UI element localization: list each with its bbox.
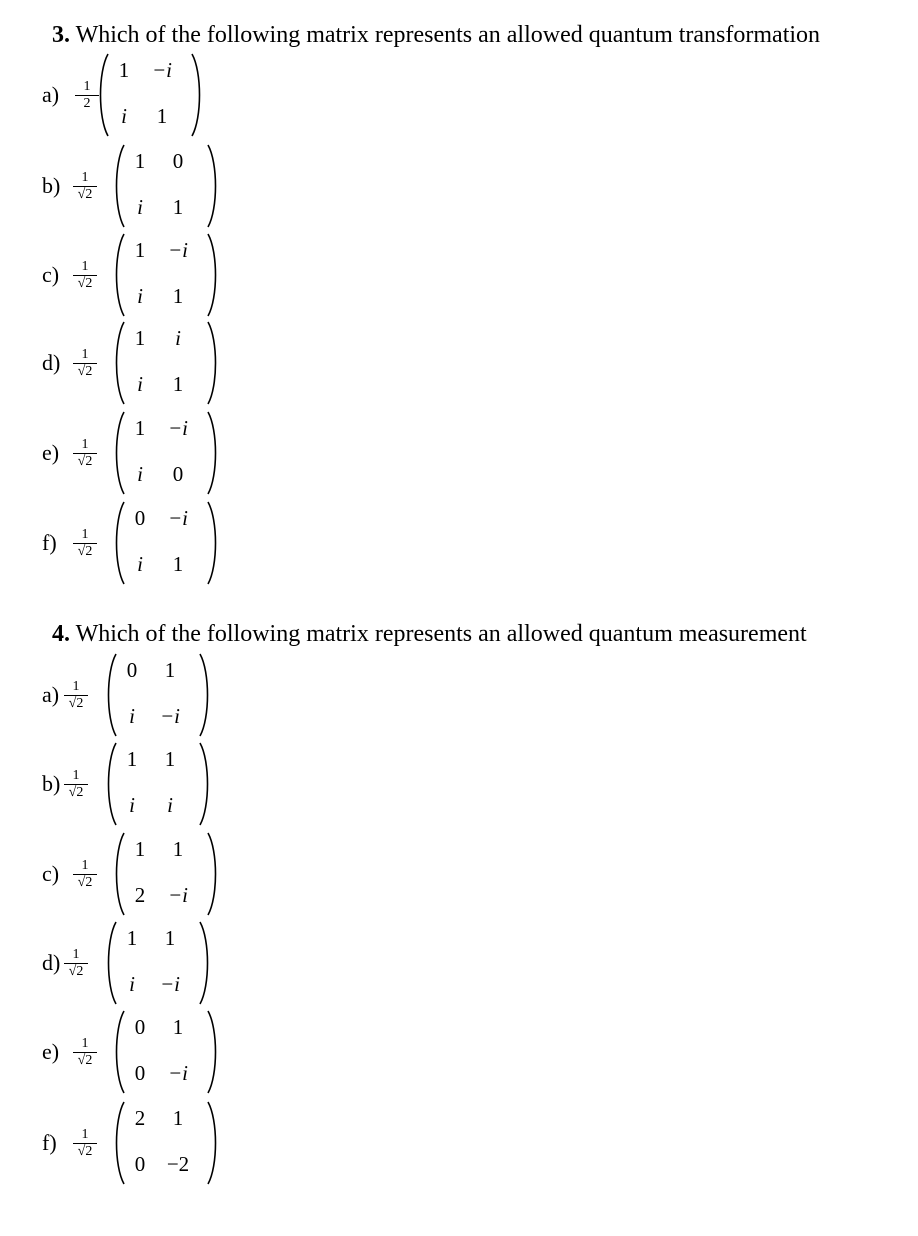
option-d (0, 320, 300, 420)
coefficient-fraction (64, 680, 88, 711)
right-parenthesis (206, 410, 220, 496)
matrix-cell: −i (167, 883, 188, 907)
coefficient-fraction (73, 260, 97, 291)
matrix-cell: i (137, 284, 143, 308)
matrix-cell: 1 (172, 372, 184, 396)
option-label: a) (42, 82, 60, 107)
option-c (0, 232, 300, 332)
right-parenthesis (198, 920, 212, 1006)
matrix-cell: 1 (134, 149, 146, 173)
matrix-cell: i (137, 462, 143, 486)
right-parenthesis (190, 52, 204, 138)
right-parenthesis (206, 232, 220, 318)
matrix-cell: 1 (156, 104, 168, 128)
matrix-cell: i (137, 195, 143, 219)
matrix-cell: 1 (134, 416, 146, 440)
coefficient-numerator: 1 (73, 1037, 97, 1053)
coefficient-numerator: 1 (73, 859, 97, 875)
matrix-cell: i (167, 793, 173, 817)
matrix-cell: 1 (134, 837, 146, 861)
option-label: d) (42, 950, 61, 975)
matrix-cell: 1 (172, 1106, 184, 1130)
matrix-cell: 1 (134, 238, 146, 262)
coefficient-numerator: 1 (64, 680, 88, 696)
option-label: c) (42, 262, 60, 287)
matrix-cell: 0 (134, 506, 146, 530)
coefficient-numerator: 1 (73, 348, 97, 364)
coefficient-fraction (73, 528, 97, 559)
coefficient-denominator: √2 (77, 544, 93, 559)
coefficient-denominator: 2 (83, 96, 91, 111)
option-a (0, 52, 300, 152)
option-c (0, 831, 300, 931)
matrix-cell: 1 (172, 552, 184, 576)
question-4-title (52, 621, 807, 648)
matrix-cell: i (137, 552, 143, 576)
coefficient-fraction (73, 438, 97, 469)
coefficient-denominator: √2 (68, 696, 84, 711)
coefficient-denominator: √2 (77, 875, 93, 890)
matrix-cell: −i (167, 506, 188, 530)
coefficient-numerator: 1 (73, 260, 97, 276)
coefficient-denominator: √2 (77, 364, 93, 379)
option-a (0, 652, 300, 752)
coefficient-numerator: 1 (73, 1128, 97, 1144)
matrix-cell: 1 (172, 1015, 184, 1039)
matrix-cell: i (129, 704, 135, 728)
coefficient-numerator: 1 (64, 769, 88, 785)
matrix-cell: 2 (134, 883, 146, 907)
option-label: f) (42, 530, 57, 555)
matrix-cell: −i (151, 58, 172, 82)
matrix-cell: 1 (164, 747, 176, 771)
coefficient-fraction (64, 948, 88, 979)
matrix-cell: 1 (172, 284, 184, 308)
matrix-cell: −i (167, 416, 188, 440)
matrix-cell: 0 (134, 1015, 146, 1039)
coefficient-numerator: 1 (64, 948, 88, 964)
coefficient-fraction (73, 859, 97, 890)
right-parenthesis (206, 831, 220, 917)
coefficient-denominator: √2 (77, 187, 93, 202)
matrix-cell: 1 (134, 326, 146, 350)
question-text: Which of the following matrix represents an allowed quantum transformation (75, 22, 821, 48)
option-d (0, 920, 300, 1020)
question-3-title (52, 22, 820, 49)
right-parenthesis (198, 652, 212, 738)
right-parenthesis (206, 1100, 220, 1186)
option-f (0, 500, 300, 600)
option-label: c) (42, 861, 60, 886)
matrix-cell: 0 (172, 149, 184, 173)
matrix-cell: 1 (164, 926, 176, 950)
matrix-cell: 1 (172, 195, 184, 219)
matrix-cell: 1 (126, 926, 138, 950)
matrix-cell: −2 (166, 1152, 190, 1176)
coefficient-denominator: √2 (77, 276, 93, 291)
option-label: e) (42, 1039, 60, 1064)
matrix-cell: 0 (172, 462, 184, 486)
matrix-cell: i (129, 793, 135, 817)
option-label: d) (42, 350, 61, 375)
option-label: b) (42, 173, 61, 198)
coefficient-fraction (64, 769, 88, 800)
coefficient-denominator: √2 (77, 454, 93, 469)
matrix-cell: i (137, 372, 143, 396)
option-e (0, 1009, 300, 1109)
option-label: e) (42, 440, 60, 465)
coefficient-numerator: 1 (73, 171, 97, 187)
matrix-cell: i (121, 104, 127, 128)
matrix-cell: −i (159, 704, 180, 728)
option-b (0, 741, 300, 841)
matrix-cell: −i (167, 1061, 188, 1085)
matrix-cell: 1 (126, 747, 138, 771)
option-label: f) (42, 1130, 57, 1155)
coefficient-numerator: 1 (73, 528, 97, 544)
right-parenthesis (198, 741, 212, 827)
matrix-cell: i (129, 972, 135, 996)
matrix-cell: i (175, 326, 181, 350)
option-label: a) (42, 682, 60, 707)
question-text: Which of the following matrix represents an allowed quantum measurement (75, 621, 807, 647)
matrix-cell: −i (167, 238, 188, 262)
matrix-cell: 2 (134, 1106, 146, 1130)
coefficient-fraction (73, 1128, 97, 1159)
matrix-cell: 0 (134, 1061, 146, 1085)
coefficient-fraction (73, 171, 97, 202)
coefficient-numerator: 1 (73, 438, 97, 454)
coefficient-numerator: 1 (75, 80, 99, 96)
coefficient-denominator: √2 (68, 785, 84, 800)
coefficient-denominator: √2 (77, 1053, 93, 1068)
right-parenthesis (206, 500, 220, 586)
matrix-cell: 1 (172, 837, 184, 861)
option-e (0, 410, 300, 510)
option-f (0, 1100, 300, 1200)
right-parenthesis (206, 320, 220, 406)
matrix-cell: 1 (164, 658, 176, 682)
option-label: b) (42, 771, 61, 796)
matrix-cell: 0 (126, 658, 138, 682)
matrix-cell: −i (159, 972, 180, 996)
right-parenthesis (206, 1009, 220, 1095)
coefficient-fraction (73, 348, 97, 379)
coefficient-denominator: √2 (77, 1144, 93, 1159)
coefficient-denominator: √2 (68, 964, 84, 979)
option-b (0, 143, 300, 243)
coefficient-fraction (73, 1037, 97, 1068)
right-parenthesis (206, 143, 220, 229)
question-number: 4. (52, 621, 70, 647)
matrix-cell: 0 (134, 1152, 146, 1176)
question-number: 3. (52, 22, 70, 48)
matrix-cell: 1 (118, 58, 130, 82)
